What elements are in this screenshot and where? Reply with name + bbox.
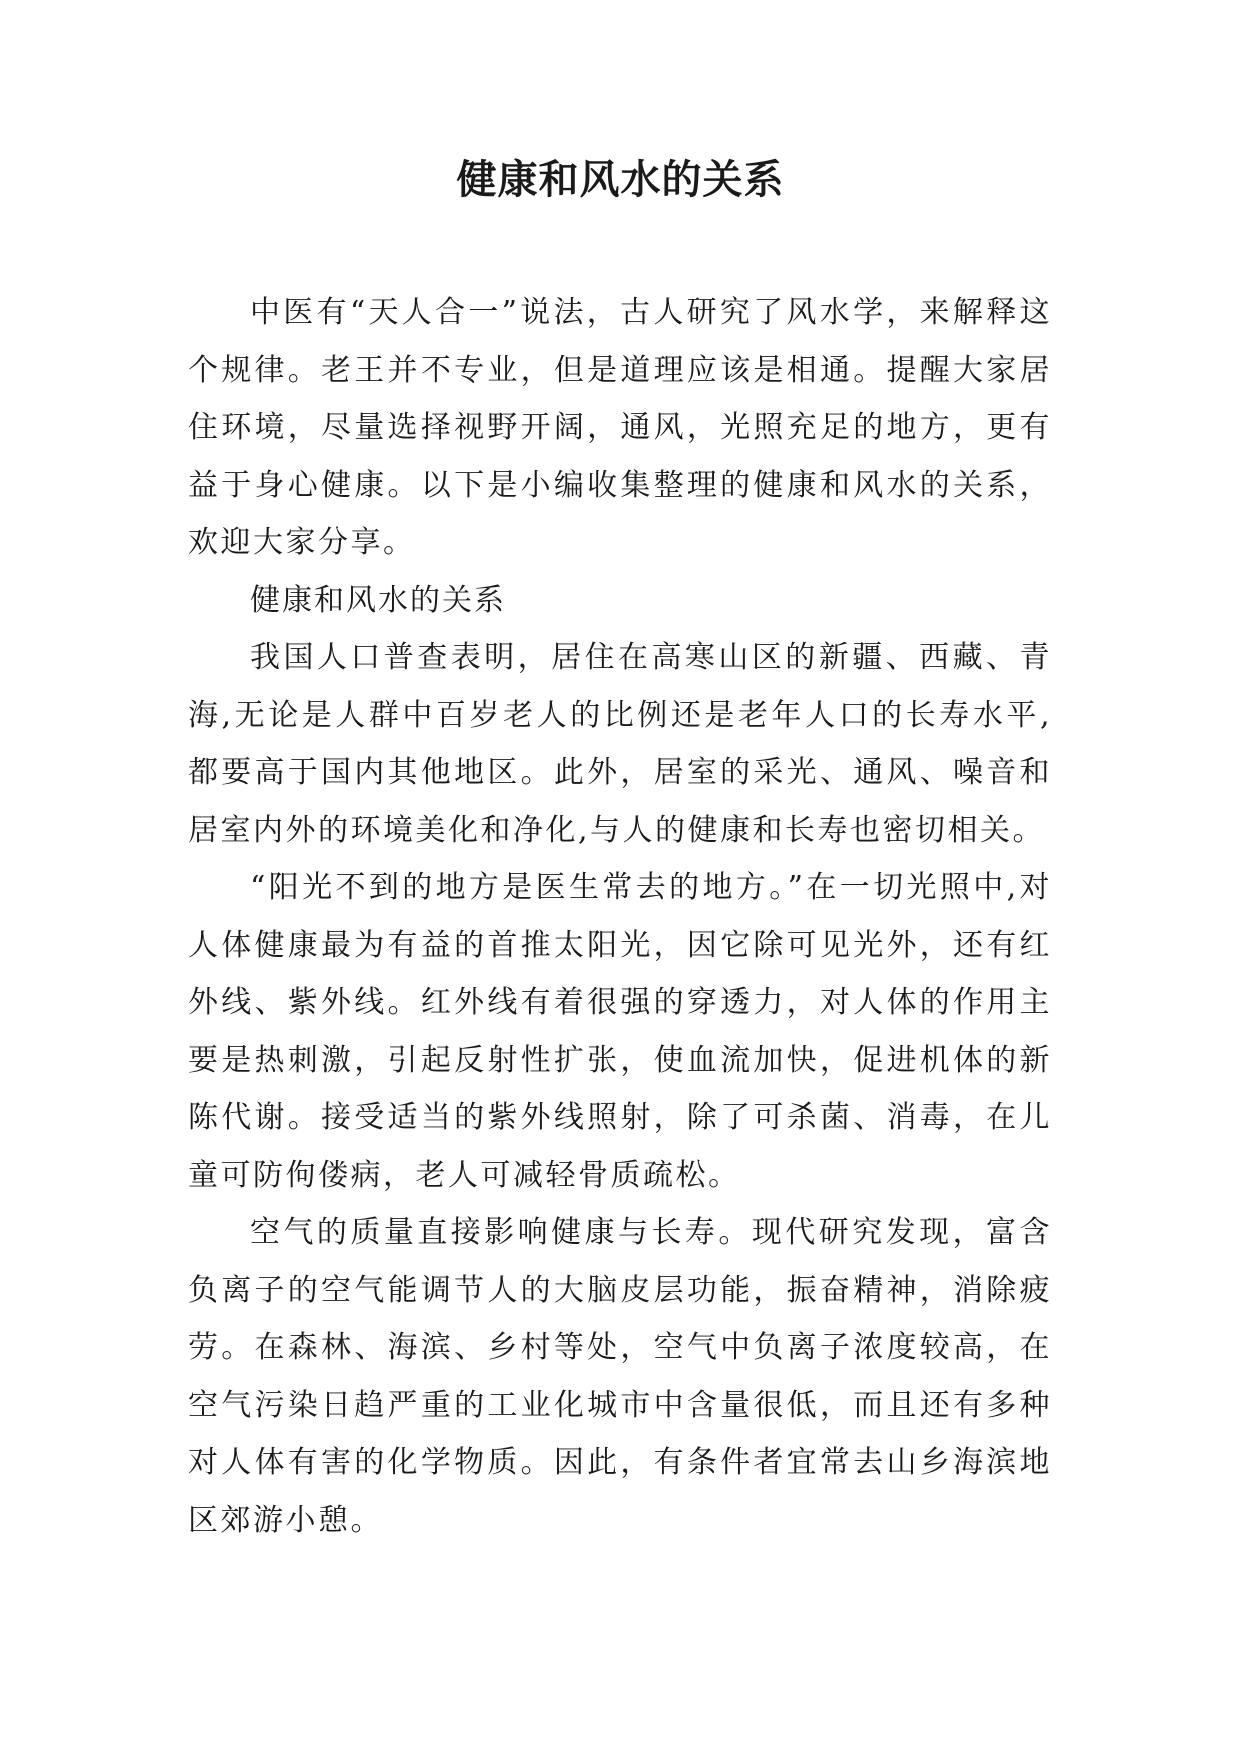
paragraph-sunlight: “阳光不到的地方是医生常去的地方。”在一切光照中,对人体健康最为有益的首推太阳光，因它除可见光外，还有红外线、紫外线。红外线有着很强的穿透力，对人体的作用主要是热刺激，引起反射性扩张，使血流加快，促进机体的新陈代谢。接受适当的紫外线照射，除了可杀菌、消毒，在儿童可防佝偻病，老人可减轻骨质疏松。	[188, 870, 1052, 1193]
paragraph-air: 空气的质量直接影响健康与长寿。现代研究发现，富含负离子的空气能调节人的大脑皮层功能，振奋精神，消除疲劳。在森林、海滨、乡村等处，空气中负离子浓度较高，在空气污染日趋严重的工业化城市中含量很低，而且还有多种对人体有害的化学物质。因此，有条件者宜常去山乡海滨地区郊游小憩。	[188, 1215, 1052, 1538]
document-body	[188, 284, 1052, 1549]
paragraph-intro: 中医有“天人合一”说法，古人研究了风水学，来解释这个规律。老王并不专业，但是道理应该是相通。提醒大家居住环境，尽量选择视野开阔，通风，光照充足的地方，更有益于身心健康。以下是小编收集整理的健康和风水的关系，欢迎大家分享。	[188, 295, 1052, 560]
page-title: 健康和风水的关系	[456, 157, 785, 203]
paragraph-population: 我国人口普查表明，居住在高寒山区的新疆、西藏、青海,无论是人群中百岁老人的比例还是老年人口的长寿水平,都要高于国内其他地区。此外，居室的采光、通风、噪音和居室内外的环境美化和净化,与人的健康和长寿也密切相关。	[188, 640, 1052, 848]
section-heading: 健康和风水的关系	[250, 582, 506, 618]
